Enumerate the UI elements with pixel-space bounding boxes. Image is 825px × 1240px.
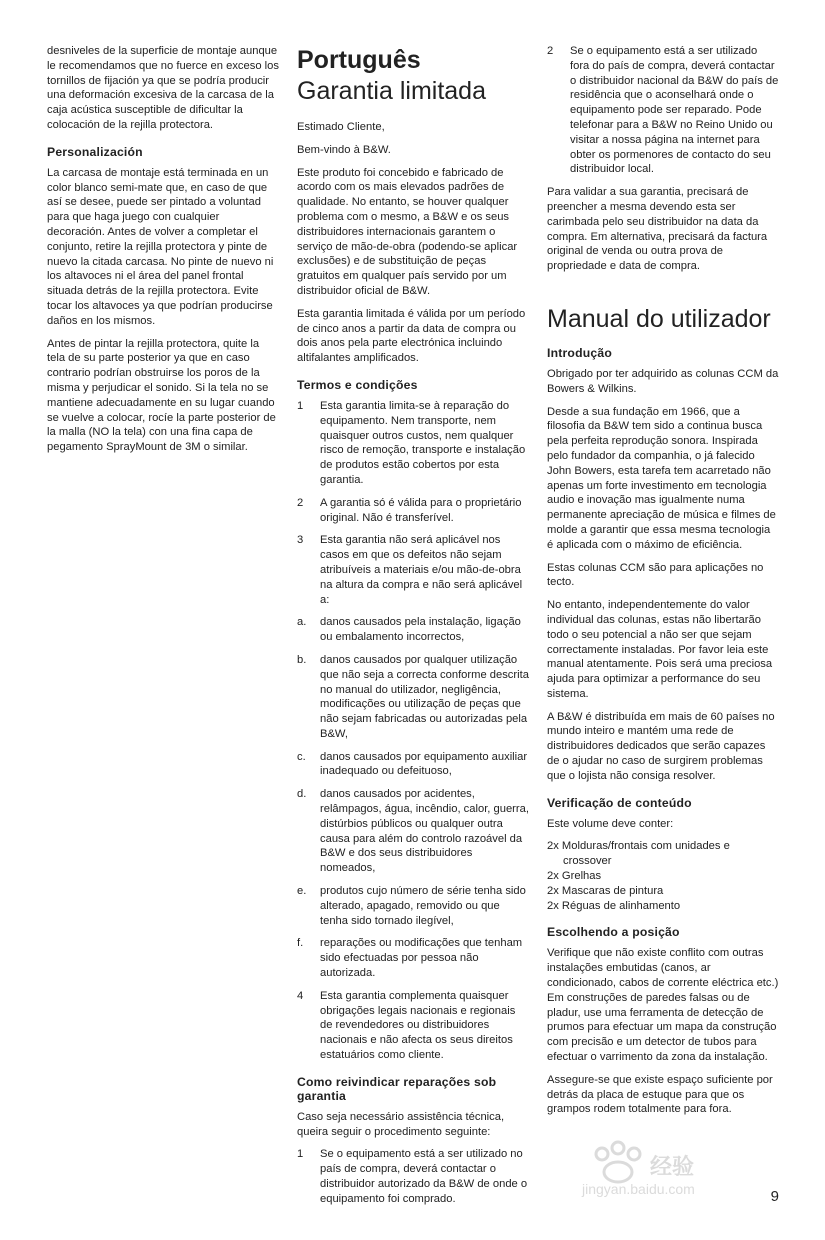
list-item [297,936,529,980]
heading-introducao: Introdução [547,345,612,360]
contents-list [547,839,779,913]
list-item [297,399,529,488]
heading-terms: Termos e condições [297,377,418,392]
list-item [297,750,529,780]
list-marker: 4 [297,989,304,1002]
list-item-text: reparações ou modificações que tenham sido efectuadas por pessoa não autorizada. [320,937,523,980]
paragraph: No entanto, independentemente do valor individual das colunas, estas não libertarão todo o seu potencial a não ser que sejam correctamente instaladas. Por favor leia este manual atentamente. Pois será uma preciosa ajuda para optimizar a performance do seu sistema. [547,599,773,700]
column-portuguese-warranty [297,44,529,1215]
paragraph: Estas colunas CCM são para aplicações no tecto. [547,561,764,589]
greeting: Estimado Cliente, [297,121,385,133]
heading-posicao: Escolhendo a posição [547,925,680,940]
list-item-text: Se o equipamento está a ser utilizado no país de compra, deverá contactar o distribuidor autorizado da B&W de onde o equipamento foi comprado. [320,1148,528,1205]
paragraph: Verifique que não existe conflito com outras instalações embutidas (canos, ar condicionado, cabos de corrente eléctrica etc.) Em construções de paredes falsas ou de pladur, use uma ferramenta de detecção de prumos para efectuar um mapa da construção com precisão e um detector de tubos para efectuar o varrimento da zona da instalação. [547,947,779,1064]
paragraph: Este produto foi concebido e fabricado de acordo com os mais elevados padrões de qualidade. No entanto, se houver qualquer problema com o mesmo, a B&W e os seus distribuidores internacionais garantem o serviço de mão-de-obra (podendo-se aplicar exclusões) e de substituição de peças gratuitos em qualquer país servido por um distribuidor oficial de B&W. [297,166,518,297]
paragraph: Esta garantia limitada é válida por um período de cinco anos a partir da data de compra ou dois anos pela parte electrónica incluindo altifalantes amplificados. [297,307,526,365]
list-item-text: produtos cujo número de série tenha sido alterado, apagado, removido ou que tenha sido tornado ilegível, [320,885,526,927]
list-marker: 3 [297,534,304,547]
welcome: Bem-vindo à B&W. [297,143,391,156]
paragraph-intro: desniveles de la superficie de montaje aunque le recomendamos que no fuerce en exceso los tornillos de fijación ya que se podría producir una deformación excesiva de la carcasa de la caja acústica susceptible de dificultar la colocación de la rejilla protectora. [47,45,279,131]
list-item [297,653,529,742]
list-marker: 2 [547,45,554,57]
contents-item: 2x Réguas de alinhamento [547,899,681,912]
svg-text:经验: 经验 [650,1154,695,1179]
list-item-text: Se o equipamento está a ser utilizado fora do país de compra, deverá contactar o distribuidor nacional da B&W do país de residência que o aconselhará onde o equipamento pode ser reparado. Pode telefonar para a B&W no Reino Unido ou visitar a nossa página na internet para obter os pormenores de contacto do seu distribuidor local. [570,45,779,176]
terms-list [297,399,529,1063]
list-marker: 1 [297,399,304,412]
list-item-text: Esta garantia complementa quaisquer obrigações legais nacionais e regionais de revendedores ou distribuidores nacionais e não afecta os seus direitos estatuários como cliente. [320,989,516,1062]
contents-item: 2x Mascaras de pintura [547,884,664,897]
list-item [297,533,529,607]
list-marker: b. [297,653,307,666]
paragraph: A B&W é distribuída em mais de 60 países no mundo inteiro e mantém uma rede de distribuidores dedicados que serão capazes de o ajudar no caso de surgirem problemas que o lojista não consiga resolver. [547,710,775,782]
list-marker: e. [297,885,307,898]
claim-list [547,44,779,177]
page-number: 9 [770,1188,779,1205]
paragraph: Para validar a sua garantia, precisará de preencher a mesma devendo esta ser carimbada pelo seu distribuidor na data da compra. Em alternativa, precisará da factura original de venda ou outra prova de propriedade e data de compra. [547,186,768,273]
heading-personalizacion: Personalización [47,144,143,159]
list-item [547,44,779,177]
list-item-text: danos causados pela instalação, ligação ou embalamento incorrectos, [320,616,521,644]
contents-item: 2x Grelhas [547,870,602,883]
list-item-text: Esta garantia limita-se à reparação do equipamento. Nem transporte, nem quaisquer outros custos, nem qualquer risco de remoção, transporte e instalação de produtos estão cobertos por esta garantia. [320,399,526,486]
paragraph: Caso seja necessário assistência técnica, queira seguir o procedimento seguinte: [297,1110,505,1138]
list-marker: d. [297,788,307,801]
list-marker: a. [297,616,307,629]
paragraph: Antes de pintar la rejilla protectora, quite la tela de su parte posterior ya que en caso contrario podrían obstruirse los poros de la misma y perjudicar el sonido. Si la tela no se mantiene adecuadamente en su lugar cuando se vuelve a colocar, rocíe la parte posterior de la malla (NO la tela) con una fina capa de pegamento SprayMount de 3M o similar. [47,337,276,454]
paragraph: Desde a sua fundação em 1966, que a filosofia da B&W tem sido a continua busca pela perfeita reprodução sonora. Inspirada pelo fundador da companhia, o já falecido John Bowers, esta tarefa tem acarretado não apenas um forte investimento em tecnologia audio e inovação mas igualmente numa permanente apreciação de música e filmes de molde a garantir que essa mesma tecnologia é aplicada com o máximo de eficiência. [547,405,776,551]
list-item-text: danos causados por equipamento auxiliar inadequado ou defeituoso, [320,750,528,778]
heading-verificacao: Verificação de conteúdo [547,795,692,810]
watermark-text: jingyan.baidu.com [582,1181,695,1197]
heading-claim: Como reivindicar reparações sob garantia [297,1074,497,1103]
list-item [297,496,529,526]
claim-list [297,1147,529,1206]
column-portuguese-manual [547,44,779,1125]
baidu-watermark [580,1138,780,1198]
list-marker: 1 [297,1148,304,1161]
list-item [297,615,529,645]
manual-title: Manual do utilizador [547,304,771,333]
list-item [297,884,529,928]
list-marker: 2 [297,496,304,509]
language-title: Português [297,46,421,74]
section-title: Garantia limitada [297,77,486,105]
list-marker: f. [297,937,304,950]
contents-item: 2x Molduras/frontais com unidades e crossover [547,840,730,868]
list-marker: c. [297,750,306,763]
column-spanish [47,44,279,463]
list-item [297,787,529,876]
paragraph: Este volume deve conter: [547,817,674,830]
paragraph: Obrigado por ter adquirido as colunas CCM da Bowers & Wilkins. [547,367,779,395]
list-item-text: A garantia só é válida para o proprietário original. Não é transferível. [320,496,522,524]
paragraph: La carcasa de montaje está terminada en un color blanco semi-mate que, en caso de que así se desee, puede ser pintado a voluntad para que haga juego con cualquier decoración. Antes de volver a completar el conjunto, retire la rejilla protectora y pinte de nuevo la citada carcasa. No pinte de nuevo ni los altavoces ni el área del panel frontal situada detrás de la rejilla protectora. Evite tocar los altavoces ya que podrían producirse daños en los mismos. [47,166,274,327]
paragraph: Assegure-se que existe espaço suficiente por detrás da placa de estuque para que os grampos rodem totalmente para fora. [547,1073,773,1116]
list-item-text: danos causados por acidentes, relâmpagos, água, incêndio, calor, guerra, distúrbios públicos ou qualquer outra causa para além do controlo razoável da B&W e dos seus distribuidores nomeados, [320,788,529,875]
list-item [297,1147,529,1206]
list-item-text: danos causados por qualquer utilização que não seja a correcta conforme descrita no manual do utilizador, negligência, modificações ou utilização de peças que não sejam fabricadas ou autorizadas pela B&W, [320,653,529,740]
list-item-text: Esta garantia não será aplicável nos casos em que os defeitos não sejam atribuíveis a materiais e/ou mão-de-obra na altura da compra e não será aplicável a: [320,534,523,606]
list-item [297,989,529,1063]
